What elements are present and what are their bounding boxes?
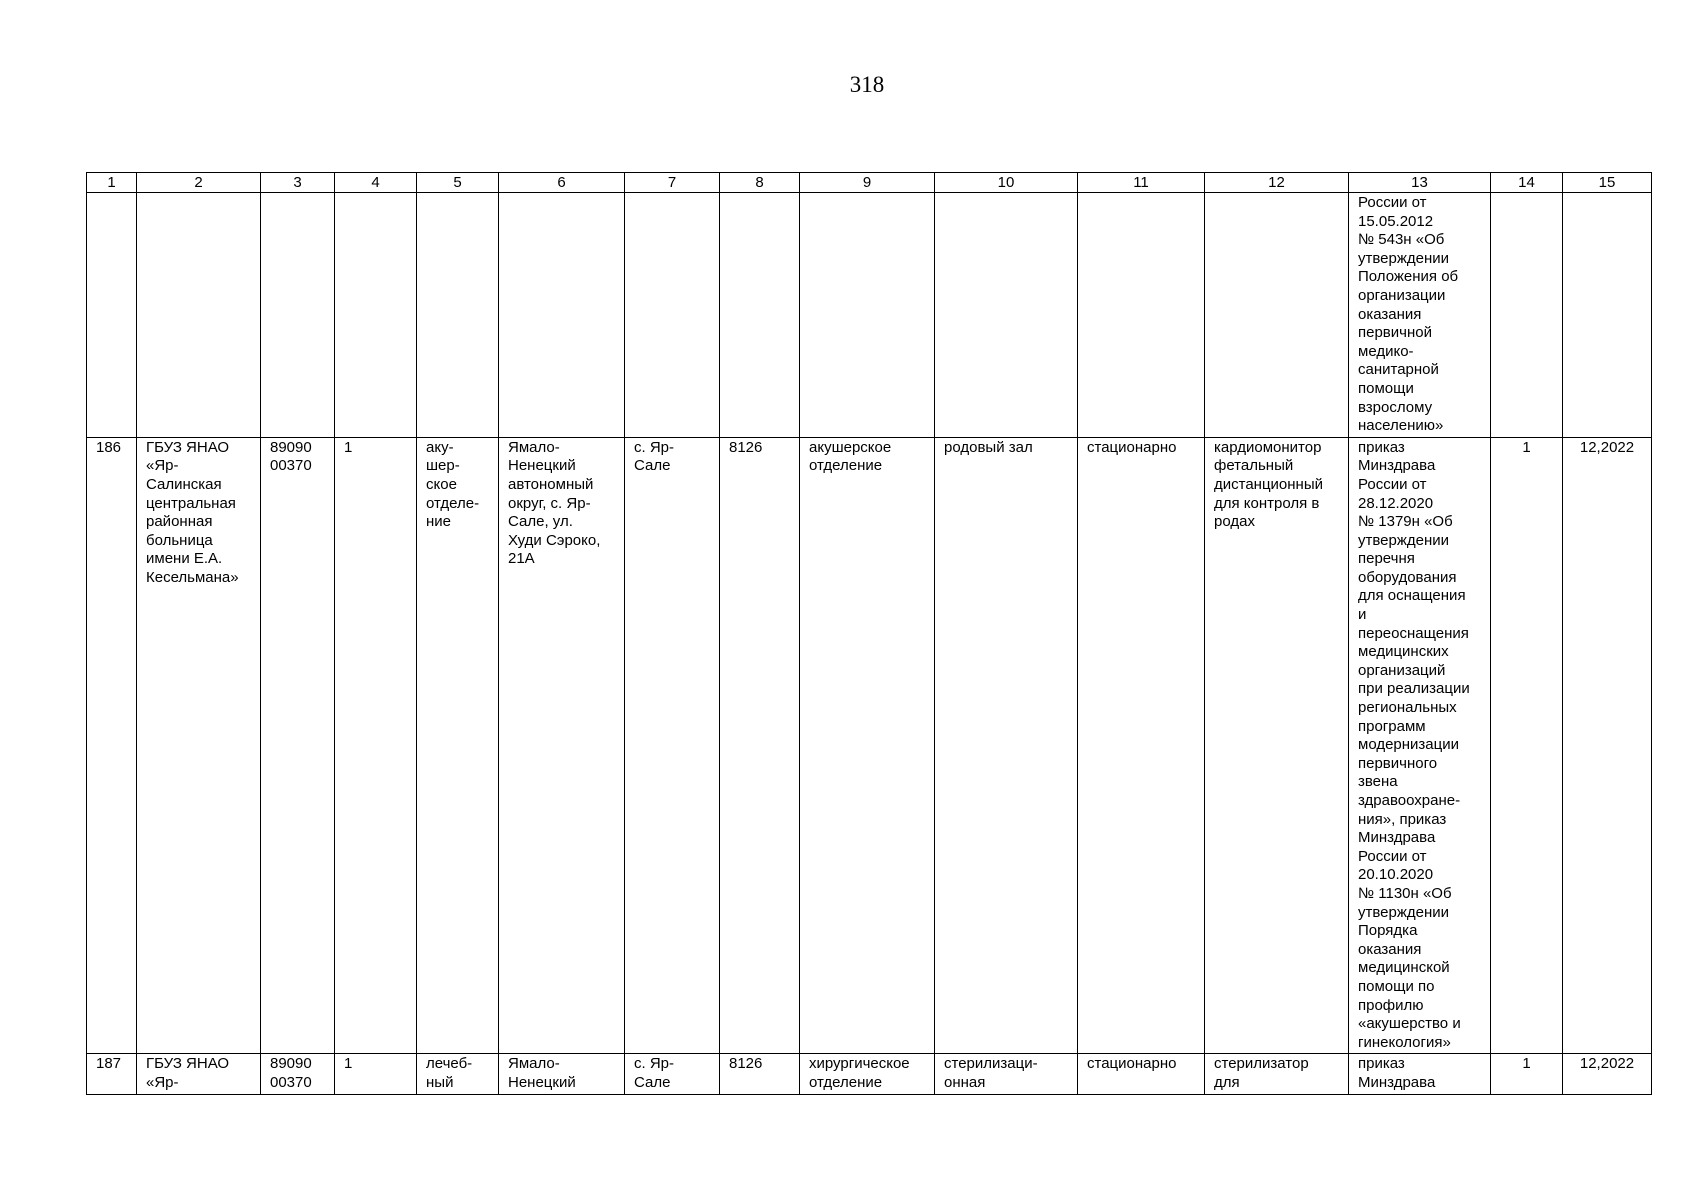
code2-cell: 8126	[720, 437, 800, 1054]
care-mode-cell: стационарно	[1078, 1054, 1205, 1094]
code2-cell: 8126	[720, 1054, 800, 1094]
room-cell: родовый зал	[935, 437, 1078, 1054]
organization-cell: ГБУЗ ЯНАО «Яр-	[137, 1054, 261, 1094]
header-cell: 11	[1078, 173, 1205, 193]
settlement-cell: с. Яр- Сале	[625, 437, 720, 1054]
organization-cell: ГБУЗ ЯНАО «Яр- Салинская центральная районная больница имени Е.А. Кесельмана»	[137, 437, 261, 1054]
header-cell: 3	[261, 173, 335, 193]
header-cell: 4	[335, 173, 417, 193]
header-cell: 10	[935, 173, 1078, 193]
legal-basis-cell: приказ Минздрава России от 28.12.2020 № 1379н «Об утверждении перечня оборудования для оснащения и переоснащения медицинских организаций при реализации региональных программ модернизации первичного звена здравоохране- ния», приказ Минздрава России от 20.10.2020 № 1130н «Об утверждении Порядка оказания медицинской помощи по профилю «акушерство и гинекология»	[1349, 437, 1491, 1054]
table-row	[87, 1054, 1652, 1094]
table-row-continuation	[87, 193, 1652, 438]
table-header-row	[87, 173, 1652, 193]
header-cell: 1	[87, 173, 137, 193]
quantity-cell: 1	[1491, 1054, 1563, 1094]
settlement-cell: с. Яр- Сале	[625, 1054, 720, 1094]
header-cell: 8	[720, 173, 800, 193]
department-cell: хирургическое отделение	[800, 1054, 935, 1094]
legal-basis-cell: России от 15.05.2012 № 543н «Об утверждении Положения об организации оказания первичной медико- санитарной помощи взрослому населению»	[1349, 193, 1491, 438]
header-cell: 12	[1205, 173, 1349, 193]
header-cell: 14	[1491, 173, 1563, 193]
equipment-cell: стерилизатор для	[1205, 1054, 1349, 1094]
header-cell: 6	[499, 173, 625, 193]
header-cell: 13	[1349, 173, 1491, 193]
date-cell: 12,2022	[1563, 1054, 1652, 1094]
equipment-cell: кардиомонитор фетальный дистанционный для контроля в родах	[1205, 437, 1349, 1054]
header-cell: 15	[1563, 173, 1652, 193]
care-mode-cell: стационарно	[1078, 437, 1205, 1054]
quantity-cell: 1	[1491, 437, 1563, 1054]
row-number-cell: 187	[87, 1054, 137, 1094]
department-type-cell: аку- шер- ское отделе- ние	[417, 437, 499, 1054]
department-cell: акушерское отделение	[800, 437, 935, 1054]
equipment-table	[86, 172, 1652, 1095]
address-cell: Ямало- Ненецкий автономный округ, с. Яр- Сале, ул. Худи Сэроко, 21А	[499, 437, 625, 1054]
legal-basis-cell: приказ Минздрава	[1349, 1054, 1491, 1094]
room-cell: стерилизаци- онная	[935, 1054, 1078, 1094]
header-cell: 2	[137, 173, 261, 193]
date-cell: 12,2022	[1563, 437, 1652, 1054]
page-number: 318	[849, 72, 885, 97]
table-row	[87, 437, 1652, 1054]
header-cell: 7	[625, 173, 720, 193]
count-cell: 1	[335, 1054, 417, 1094]
row-number-cell: 186	[87, 437, 137, 1054]
department-type-cell: лечеб- ный	[417, 1054, 499, 1094]
address-cell: Ямало- Ненецкий	[499, 1054, 625, 1094]
header-cell: 9	[800, 173, 935, 193]
count-cell: 1	[335, 437, 417, 1054]
code-cell: 89090 00370	[261, 437, 335, 1054]
header-cell: 5	[417, 173, 499, 193]
code-cell: 89090 00370	[261, 1054, 335, 1094]
